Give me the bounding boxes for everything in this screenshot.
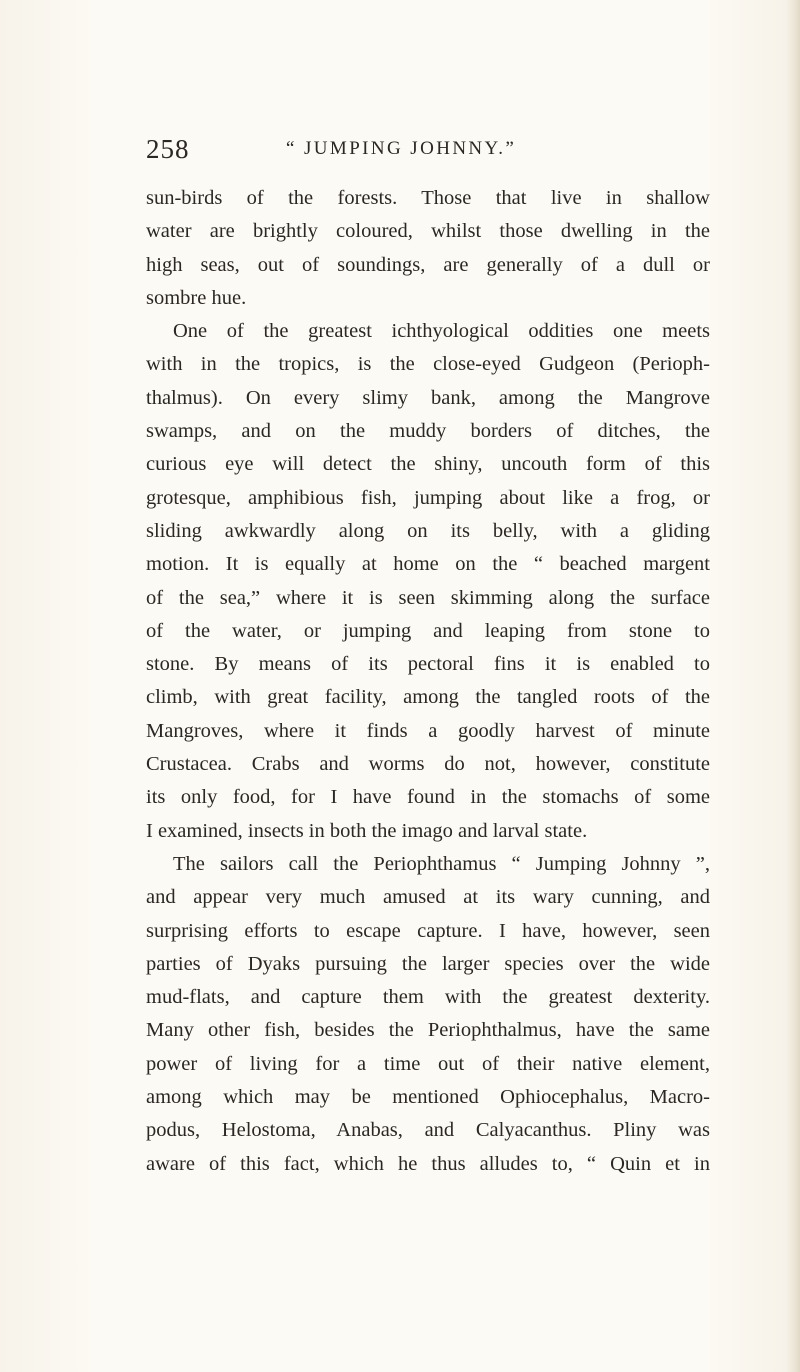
page-number: 258: [146, 134, 190, 164]
text-line: curious eye will detect the shiny, uncouth form of this: [146, 453, 710, 476]
text-line: sliding awkwardly along on its belly, with a gliding: [146, 519, 710, 542]
text-line: One of the greatest ichthyological oddities one meets: [173, 320, 710, 343]
text-line: high seas, out of soundings, are generally of a dull or: [146, 253, 710, 276]
text-line: swamps, and on the muddy borders of ditches, the: [146, 420, 710, 443]
text-line: power of living for a time out of their native element,: [146, 1052, 710, 1075]
running-title: “ JUMPING JOHNNY.”: [286, 138, 517, 159]
text-line: grotesque, amphibious fish, jumping about like a frog, or: [146, 486, 710, 509]
text-line: podus, Helostoma, Anabas, and Calyacanthus. Pliny was: [146, 1119, 710, 1142]
text-line: and appear very much amused at its wary cunning, and: [146, 886, 710, 909]
text-line: I examined, insects in both the imago and larval state.: [146, 819, 588, 842]
text-line: stone. By means of its pectoral fins it is enabled to: [146, 653, 710, 676]
page-edge-shadow: [786, 0, 800, 1372]
text-line: thalmus). On every slimy bank, among the Mangrove: [146, 386, 710, 409]
text-line: parties of Dyaks pursuing the larger species over the wide: [146, 952, 710, 975]
text-line: its only food, for I have found in the stomachs of some: [146, 786, 710, 809]
text-line: surprising efforts to escape capture. I have, however, seen: [146, 919, 710, 942]
text-line: sun-birds of the forests. Those that live in shallow: [146, 187, 710, 209]
body-text: [146, 182, 710, 1181]
text-line: mud-flats, and capture them with the greatest dexterity.: [146, 986, 710, 1009]
text-line: Crustacea. Crabs and worms do not, however, constitute: [146, 753, 710, 776]
text-line: Many other fish, besides the Periophthalmus, have the same: [146, 1019, 710, 1042]
page-header: [146, 134, 706, 174]
text-line: of the sea,” where it is seen skimming along the surface: [146, 586, 710, 609]
text-line: climb, with great facility, among the tangled roots of the: [146, 686, 710, 709]
text-line: sombre hue.: [146, 286, 247, 309]
text-line: aware of this fact, which he thus alludes to, “ Quin et in: [146, 1152, 710, 1175]
text-line: water are brightly coloured, whilst those dwelling in the: [146, 220, 710, 243]
text-line: with in the tropics, is the close-eyed Gudgeon (Perioph-: [146, 353, 710, 376]
text-line: among which may be mentioned Ophiocephalus, Macro-: [146, 1086, 710, 1109]
text-line: of the water, or jumping and leaping from stone to: [146, 619, 710, 642]
text-line: motion. It is equally at home on the “ beached margent: [146, 553, 710, 576]
text-line: The sailors call the Periophthamus “ Jumping Johnny ”,: [173, 852, 710, 875]
text-line: Mangroves, where it finds a goodly harvest of minute: [146, 719, 710, 742]
